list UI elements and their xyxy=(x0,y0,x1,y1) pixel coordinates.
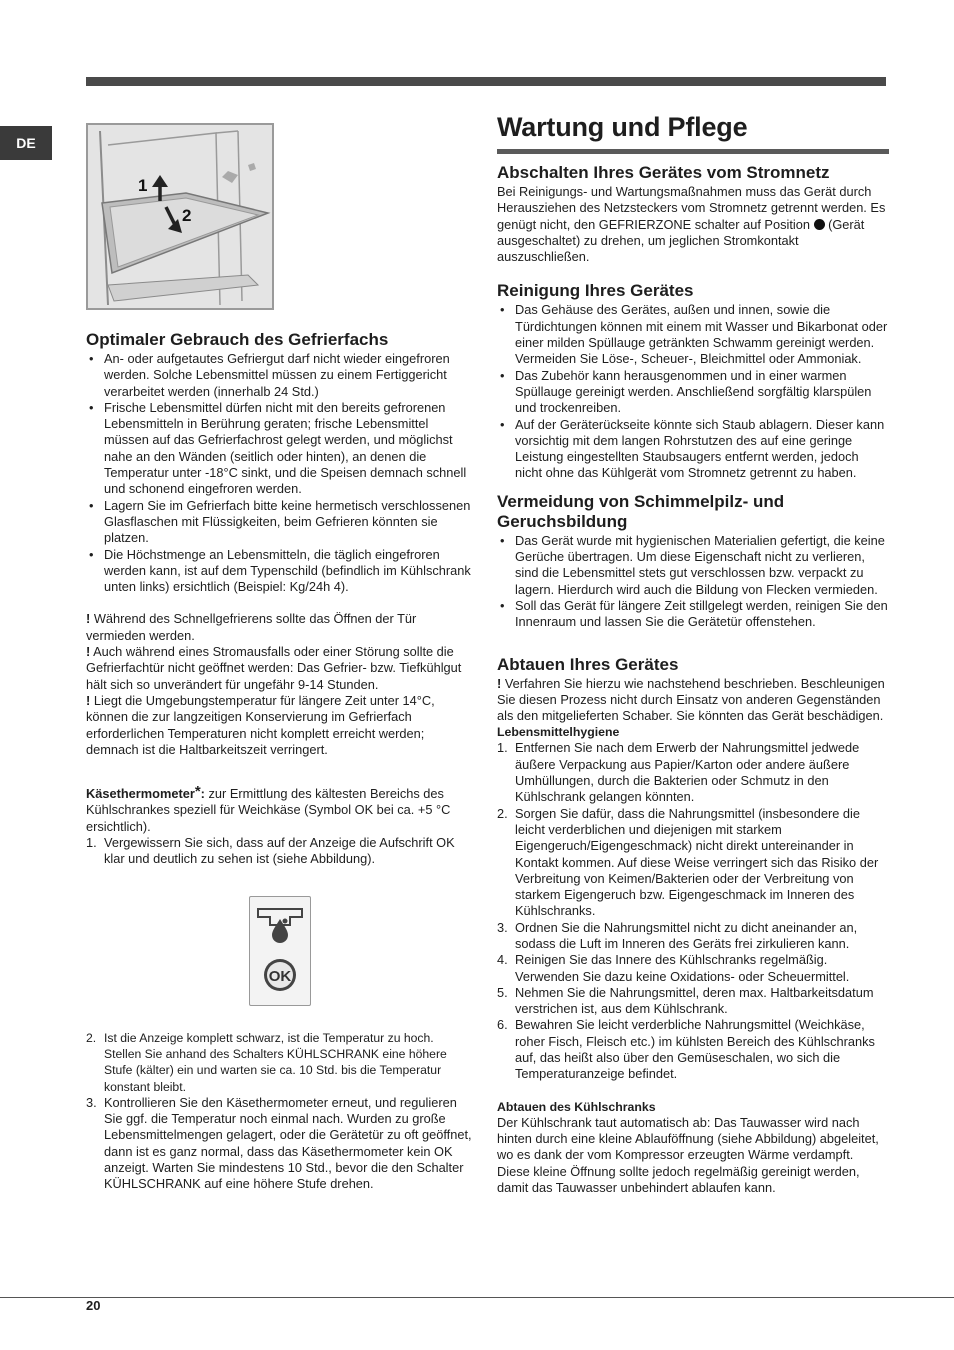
warning-text: ! Auch während eines Stromausfalls oder einer Störung sollte die Gefrierfachtür nicht geöffnet werden: Das Gefrier- bzw. Tiefkühlgut hält sich so unverändert für ungefähr 9-14 Stunden. xyxy=(86,644,462,692)
defrost-intro: ! Verfahren Sie hierzu wie nachstehend beschrieben. Beschleunigen Sie diesen Prozess nicht durch Einsatz von anderen Gegenständen als den mitgelieferten Schaber. Sie könnten das Gerät beschädigen. xyxy=(497,675,885,724)
top-bar xyxy=(86,77,886,86)
right-column xyxy=(497,112,889,1196)
warning-mark: ! xyxy=(86,644,91,660)
page-number: 20 xyxy=(86,1298,101,1313)
list-item: 2. Sorgen Sie dafür, dass die Nahrungsmittel (insbesondere die leicht verderblichen und diejenigen mit starkem Eigengeruch/Eigengeschmack) nicht direkt untereinander in Kontakt kommen. Auf diese Weise verringert sich das Risiko der Verbreitung von Keimen/Bakterien oder der Verbreitung von starkem Eigengeruch bzw. Eigengeschmack im Inneren des Kühlschranks. xyxy=(497,805,879,919)
list-item: 5. Nehmen Sie die Nahrungsmittel, deren max. Haltbarkeitsdatum verstrichen ist, aus dem Kühlschrank. xyxy=(497,984,874,1017)
list-item: • Das Zubehör kann herausgenommen und in einer warmen Spüllauge gereinigt werden. Anschließend sorgfältig klarspülen und trockenreiben. xyxy=(515,368,889,417)
list-item: • An- oder aufgetautes Gefriergut darf nicht wieder eingefroren werden. Solche Lebensmittel müssen zu einem Fertiggericht verarbeitet werden (innerhalb 24 Std.) xyxy=(104,351,474,400)
list-item: 1. Vergewissern Sie sich, dass auf der Anzeige die Aufschrift OK klar und deutlich zu sehen ist (siehe Abbildung). xyxy=(86,835,455,867)
thermometer-steps-continued xyxy=(86,1030,474,1193)
footer-rule xyxy=(0,1297,954,1298)
list-item: • Soll das Gerät für längere Zeit stillgelegt werden, reinigen Sie den Innenraum und lassen Sie die Gerätetür offenstehen. xyxy=(515,598,889,631)
freezer-use-section xyxy=(86,330,474,595)
list-item: 4. Reinigen Sie das Innere des Kühlschranks regelmäßig. Verwenden Sie dazu keine Oxidations- oder Scheuermittel. xyxy=(497,952,850,984)
warning-mark: ! xyxy=(497,675,502,691)
power-off-heading: Abschalten Ihres Gerätes vom Stromnetz xyxy=(497,163,830,182)
cleaning-heading: Reinigung Ihres Gerätes xyxy=(497,281,694,301)
freezer-use-heading: Optimaler Gebrauch des Gefrierfachs xyxy=(86,330,389,349)
freezer-use-list xyxy=(86,351,474,595)
left-column xyxy=(86,330,474,1193)
page-title: Wartung und Pflege xyxy=(497,112,748,142)
thermometer-icon xyxy=(250,897,310,1005)
thermometer-figure xyxy=(249,896,311,1006)
list-item: • Auf der Geräterückseite könnte sich Staub ablagern. Dieser kann vorsichtig mit dem langen Rohrstutzen des auf eine geringe Leistung eingestellten Staubsaugers entfernt werden, jedoch nicht ohne das Kühlgerät vom Stromnetz getrennt zu haben. xyxy=(515,417,889,482)
food-hygiene-heading: Lebensmittelhygiene xyxy=(497,725,620,740)
step-label-2: 2 xyxy=(182,206,192,225)
ok-label: OK xyxy=(268,967,292,985)
thermometer-label: Käsethermometer xyxy=(86,786,195,802)
cleaning-section xyxy=(497,281,889,481)
power-off-position-icon xyxy=(814,219,825,230)
mold-prevention-section xyxy=(497,492,889,631)
mold-prevention-list xyxy=(497,533,889,631)
shelf-illustration xyxy=(88,125,272,308)
shelf-removal-figure xyxy=(86,123,274,310)
warnings-block xyxy=(86,611,474,758)
list-item: • Das Gehäuse des Gerätes, außen und innen, sowie die Türdichtungen können mit einem mit Wasser und Bikarbonat oder einer milden Spüllauge getränkten Schwamm gereinigt werden. Vermeiden Sie Löse-, Scheuer-, Bleichmittel oder Ammoniak. xyxy=(515,302,889,367)
defrost-section xyxy=(497,655,889,1197)
list-item: • Die Höchstmenge an Lebensmitteln, die täglich eingefroren werden kann, ist auf dem Typenschild (befindlich im Kühlschrank unten links) ersichtlich (Beispiel: Kg/24h 4). xyxy=(104,547,474,596)
thermometer-intro: Käsethermometer*: zur Ermittlung des kältesten Bereichs des Kühlschrankes speziell für Weichkäse (Symbol OK bei ca. +5 °C ersichtlich). xyxy=(86,783,451,834)
language-tab: DE xyxy=(0,126,52,160)
power-off-text: Bei Reinigungs- und Wartungsmaßnahmen muss das Gerät durch Herausziehen des Netzsteckers vom Stromnetz getrennt werden. Es genügt nicht, den GEFRIERZONE schalter auf Position (Gerät ausgeschaltet) zu drehen, um jeglichen Stromkontakt auszuschließen. xyxy=(497,184,886,265)
mold-prevention-heading: Vermeidung von Schimmelpilz- und Geruchsbildung xyxy=(497,491,785,531)
warning-text: ! Liegt die Umgebungstemperatur für längere Zeit unter 14°C, können die zur langzeitigen Konservierung im Gefrierfach erforderlichen Temperaturen nicht komplett erreicht werden; demnach ist die Haltbarkeitszeit verringert. xyxy=(86,692,435,757)
cleaning-list xyxy=(497,302,889,481)
list-item: 2. Ist die Anzeige komplett schwarz, ist die Temperatur zu hoch. Stellen Sie anhand des Schalters KÜHLSCHRANK eine höhere Stufe (kälter) ein und warten sie ca. 10 Std. bis die Temperatur konstant bleibt. xyxy=(86,1030,447,1094)
title-rule xyxy=(497,149,889,154)
list-item: 3. Ordnen Sie die Nahrungsmittel nicht zu dicht aneinander an, sodass die Luft im Inneren des Geräts frei zirkulieren kann. xyxy=(497,919,858,951)
list-item: 3. Kontrollieren Sie den Käsethermometer erneut, und regulieren Sie ggf. die Temperatur noch einmal nach. Wurden zu große Lebensmittelmengen gelagert, oder die Gerätetür zu oft geöffnet, dann ist es ganz normal, dass das Käsethermometer kein OK anzeigt. Warten Sie mindestens 10 Std., bevor die den Schalter KÜHLSCHRANK auf eine höhere Stufe drehen. xyxy=(86,1094,472,1192)
fridge-defrost-heading: Abtauen des Kühlschranks xyxy=(497,1099,656,1114)
cheese-thermometer-section xyxy=(86,784,474,1192)
food-hygiene-list xyxy=(497,740,889,1082)
warning-mark: ! xyxy=(86,611,91,627)
list-item: • Frische Lebensmittel dürfen nicht mit den bereits gefrorenen Lebensmitteln in Berührung geraten; frische Lebensmittel müssen auf das Gefrierfachrost gelegt werden, und möglichst nahe an den Wänden (seitlich oder hinten), an denen die Temperatur unter -18°C sinkt, und die Speisen demnach schnell und schonend eingefroren werden. xyxy=(104,400,474,498)
warning-text: ! Während des Schnellgefrierens sollte das Öffnen der Tür vermieden werden. xyxy=(86,611,417,643)
step-label-1: 1 xyxy=(138,176,148,195)
list-item: 6. Bewahren Sie leicht verderbliche Nahrungsmittel (Weichkäse, roher Fisch, Fleisch etc.) im kühlsten Bereich des Kühlschranks auf, das heißt also über den Gemüseschalen, wo sich die Temperaturanzeige befindet. xyxy=(497,1017,875,1082)
defrost-heading: Abtauen Ihres Gerätes xyxy=(497,654,679,674)
power-off-section xyxy=(497,163,889,265)
list-item: 1. Entfernen Sie nach dem Erwerb der Nahrungsmittel jedwede äußere Verpackung aus Papier/Karton oder andere äußere Umhüllungen, durch die Bakterien oder Schmutz in den Kühlschrank gelangen könnten. xyxy=(497,740,860,805)
list-item: • Das Gerät wurde mit hygienischen Materialien gefertigt, die keine Gerüche übertragen. Um diese Eigenschaft nicht zu verlieren, sind die Lebensmittel stets gut verschlossen bzw. verpackt zu lagern. Hierdurch wird auch die Bildung von Flecken vermieden. xyxy=(515,533,889,598)
fridge-defrost-text: Der Kühlschrank taut automatisch ab: Das Tauwasser wird nach hinten durch eine kleine Ablauföffnung (siehe Abbildung) abgeleitet, wo es dank der vom Kompressor erzeugten Wärme verdampft. Diese kleine Öffnung sollte jedoch regelmäßig gereinigt werden, damit das Tauwasser unbehindert ablaufen kann. xyxy=(497,1114,879,1195)
warning-mark: ! xyxy=(86,692,91,708)
thermometer-steps xyxy=(86,835,474,868)
list-item: • Lagern Sie im Gefrierfach bitte keine hermetisch verschlossenen Glasflaschen mit Flüssigkeiten, beim Gefrieren könnten sie platzen. xyxy=(104,498,474,547)
